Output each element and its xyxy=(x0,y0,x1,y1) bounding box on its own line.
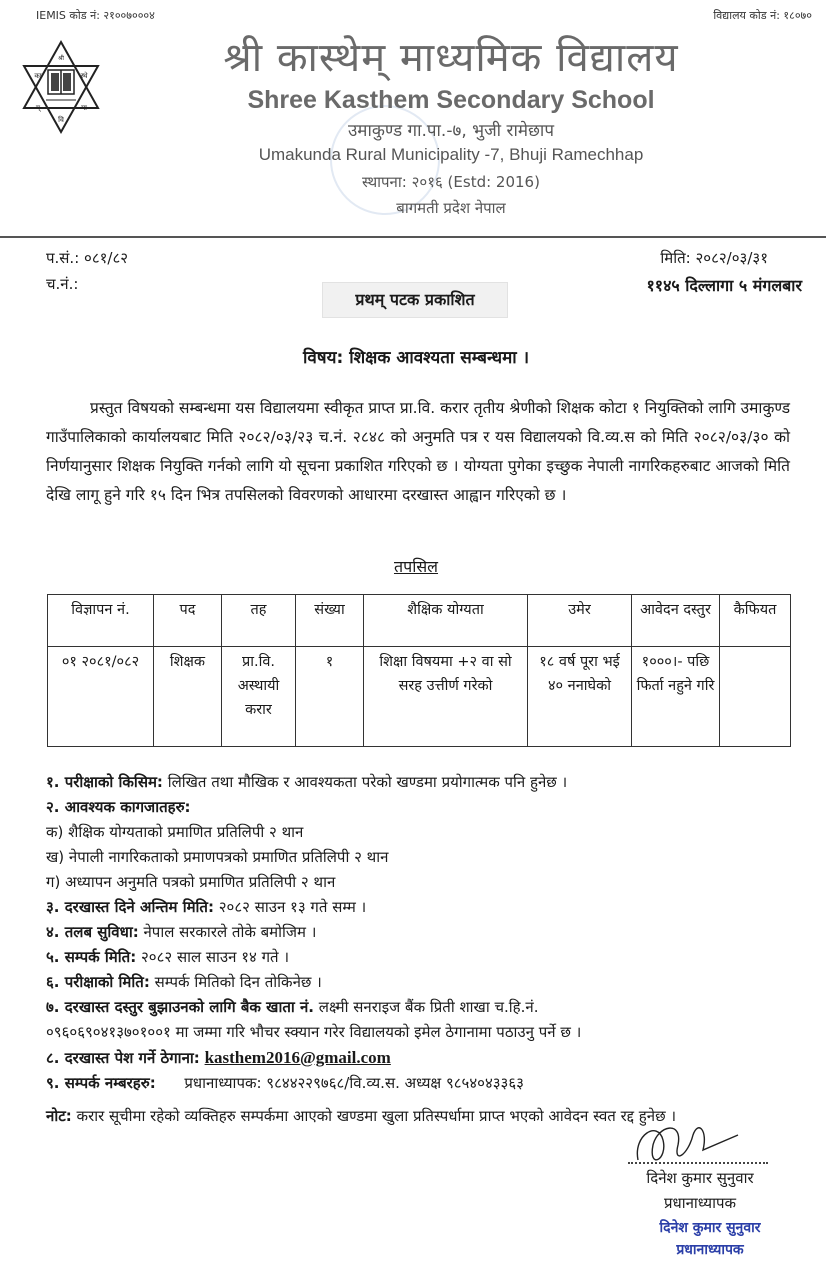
vacancy-table xyxy=(47,594,791,747)
address-en: Umakunda Rural Municipality -7, Bhuji Ramechhap xyxy=(258,145,644,164)
col-ad-no: विज्ञापन नं. xyxy=(48,595,154,647)
school-code: विद्यालय कोड नं: १८०७० xyxy=(713,9,812,22)
list-item: १. परीक्षाको किसिम: लिखित तथा मौखिक र आवश्यकता परेको खण्डमा प्रयोगात्मक पनि हुनेछ । xyxy=(46,773,568,791)
school-name-np: श्री कास्थेम् माध्यमिक विद्यालय xyxy=(223,35,679,81)
signature-line xyxy=(628,1162,768,1164)
list-item: ख) नेपाली नागरिकताको प्रमाणपत्रको प्रमाणित प्रतिलिपी २ थान xyxy=(46,848,389,866)
cell-age: १८ वर्ष पूरा भई ४० ननाघेको xyxy=(528,647,632,747)
list-item: ८. दरखास्त पेश गर्ने ठेगाना: kasthem2016@gmail.com xyxy=(46,1048,391,1067)
note: नोट: करार सूचीमा रहेको व्यक्तिहरु सम्पर्कमा आएको खण्डमा खुला प्रतिस्पर्धामा प्राप्त भएको आवेदन स्वत रद्द हुनेछ । xyxy=(46,1107,677,1125)
svg-text:श्री: श्री xyxy=(58,55,64,62)
address-np: उमाकुण्ड गा.पा.-७, भुजी रामेछाप xyxy=(347,121,554,141)
conditions-list xyxy=(46,770,806,1096)
list-item: ७. दरखास्त दस्तुर बुझाउनको लागि बैक खाता नं. लक्ष्मी सनराइज बैंक प्रिती शाखा च.हि.नं. xyxy=(46,998,539,1016)
col-level: तह xyxy=(222,595,296,647)
stamp-name: दिनेश कुमार सुनुवार xyxy=(659,1220,761,1236)
col-fee: आवेदन दस्तुर xyxy=(632,595,720,647)
svg-text:स्थे: स्थे xyxy=(80,72,88,80)
province: बागमती प्रदेश नेपाल xyxy=(396,199,506,217)
subject-line: विषय: शिक्षक आवश्यता सम्बन्धमा । xyxy=(302,348,530,368)
dispatch-no: च.नं.: xyxy=(46,275,79,293)
list-item: २. आवश्यक कागजातहरु: xyxy=(46,798,191,816)
iemis-code: IEMIS कोड नं: २१००७०००४ xyxy=(36,9,155,22)
svg-text:मा: मा xyxy=(81,104,87,112)
ref-no: प.सं.: ०८१/८२ xyxy=(46,249,129,267)
list-item: ३. दरखास्त दिने अन्तिम मिति: २०८२ साउन १३ गते सम्म । xyxy=(46,898,367,916)
col-qualification: शैक्षिक योग्यता xyxy=(364,595,528,647)
col-count: संख्या xyxy=(296,595,364,647)
cell-ad-no: ०१ २०८१/०८२ xyxy=(48,647,154,747)
list-item: ९. सम्पर्क नम्बरहरु: प्रधानाध्यापक: ९८४४२२९७६८/वि.व्य.स. अध्यक्ष ९८५४०४३३६३ xyxy=(46,1074,524,1092)
established: स्थापना: २०१६ (Estd: 2016) xyxy=(362,173,540,191)
list-item: ५. सम्पर्क मिति: २०८२ साल साउन १४ गते । xyxy=(46,948,290,966)
cell-qualification: शिक्षा विषयमा +२ वा सो सरह उत्तीर्ण गरेको xyxy=(364,647,528,747)
letter-date: मिति: २०८२/०३/३१ xyxy=(660,249,768,267)
email-link[interactable]: kasthem2016@gmail.com xyxy=(204,1048,391,1067)
signature-icon xyxy=(628,1115,748,1175)
col-remarks: कैफियत xyxy=(720,595,791,647)
list-item: ६. परीक्षाको मिति: सम्पर्क मितिको दिन तोकिनेछ । xyxy=(46,973,322,991)
col-age: उमेर xyxy=(528,595,632,647)
letter-date-en: ११४५ दिल्लागा ५ मंगलबार xyxy=(646,276,802,295)
list-item: ०९६०६९०४१३७०१००१ मा जम्मा गरि भौचर स्क्यान गरेर विद्यालयको इमेल ठेगानामा पठाउनु पर्ने छ । xyxy=(46,1023,582,1041)
cell-level: प्रा.वि. अस्थायी करार xyxy=(222,647,296,747)
table-row xyxy=(48,647,791,747)
col-post: पद xyxy=(154,595,222,647)
school-name-en: Shree Kasthem Secondary School xyxy=(247,86,655,114)
cell-fee: १०००।- पछि फिर्ता नहुने गरि xyxy=(632,647,720,747)
body-paragraph xyxy=(46,394,790,510)
header-divider xyxy=(0,236,826,238)
list-item: ग) अध्यापन अनुमति पत्रको प्रमाणित प्रतिलिपी २ थान xyxy=(46,873,336,891)
cell-count: १ xyxy=(296,647,364,747)
table-header-row xyxy=(48,595,791,647)
svg-text:का: का xyxy=(34,72,42,80)
details-title: तपसिल xyxy=(393,557,439,576)
cell-post: शिक्षक xyxy=(154,647,222,747)
svg-text:म्: म् xyxy=(35,104,41,112)
signatory-title: प्रधानाध्यापक xyxy=(663,1194,737,1212)
svg-text:वि: वि xyxy=(58,116,64,124)
list-item: ४. तलब सुविधा: नेपाल सरकारले तोके बमोजिम । xyxy=(46,923,317,941)
body-paragraph-text: प्रस्तुत विषयको सम्बन्धमा यस विद्यालयमा स्वीकृत प्राप्त प्रा.वि. करार तृतीय श्रेणीको शिक्षक कोटा १ नियुक्तिको लागि उमाकुण्ड गाउँपालिकाको कार्यालयबाट मिति २०८२/०३/२३ च.नं. २८४८ को अनुमति पत्र र यस विद्यालयको वि.व्य.स को मिति २०८२/०३/३० को निर्णयानुसार शिक्षक नियुक्ति गर्नको लागि यो सूचना प्रकाशित गरिएको छ । योग्यता पुगेका इच्छुक नेपाली नागरिकहरुबाट आजको मिति देखि लागू हुने गरि १५ दिन भित्र तपसिलको विवरणको आधारमा दरखास्त आह्वान गरिएको छ । xyxy=(46,399,790,504)
first-publication-banner: प्रथम् पटक प्रकाशित xyxy=(322,282,508,318)
stamp-title: प्रधानाध्यापक xyxy=(676,1242,744,1258)
cell-remarks xyxy=(720,647,791,747)
signatory-name: दिनेश कुमार सुनुवार xyxy=(646,1169,754,1187)
list-item: क) शैक्षिक योग्यताको प्रमाणित प्रतिलिपी २ थान xyxy=(46,823,304,841)
